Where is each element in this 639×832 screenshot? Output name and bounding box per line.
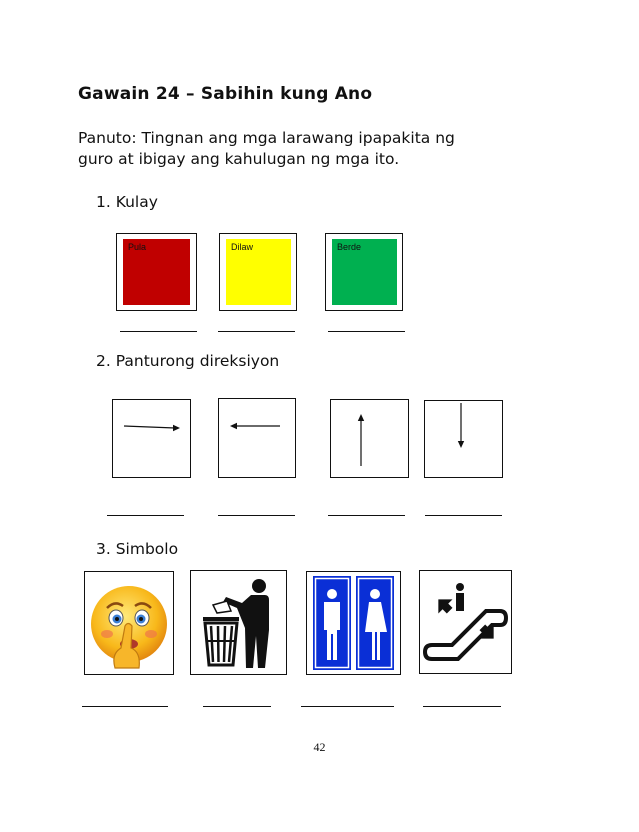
color-box-dilaw [219, 233, 297, 311]
instructions-line-1: Panuto: Tingnan ang mga larawang ipapakita ng [78, 129, 455, 147]
color-swatch-yellow [226, 239, 291, 305]
symbol-box-quiet [84, 571, 174, 675]
section-label-direksiyon: 2. Panturong direksiyon [96, 352, 280, 370]
section-label-kulay: 1. Kulay [96, 193, 158, 211]
answer-blank[interactable] [328, 515, 405, 516]
arrow-up-icon [331, 400, 408, 477]
color-label-dilaw: Dilaw [231, 242, 254, 252]
page-title: Gawain 24 – Sabihin kung Ano [78, 84, 373, 104]
answer-blank[interactable] [82, 706, 168, 707]
restroom-icon [307, 572, 400, 674]
answer-blank[interactable] [328, 331, 405, 332]
arrow-box-up [330, 399, 409, 478]
color-label-pula: Pula [128, 242, 147, 252]
shushing-emoji-icon [85, 572, 173, 674]
answer-blank[interactable] [423, 706, 501, 707]
arrow-left-icon [219, 399, 295, 477]
symbol-box-restroom [306, 571, 401, 675]
answer-blank[interactable] [218, 515, 295, 516]
answer-blank[interactable] [425, 515, 502, 516]
arrow-right-icon [113, 400, 190, 477]
color-box-berde [325, 233, 403, 311]
escalator-icon [420, 571, 511, 673]
symbol-box-escalator [419, 570, 512, 674]
answer-blank[interactable] [120, 331, 197, 332]
answer-blank[interactable] [203, 706, 271, 707]
arrow-box-right [112, 399, 191, 478]
trash-bin-icon [191, 571, 286, 674]
section-label-simbolo: 3. Simbolo [96, 540, 179, 558]
arrow-down-icon [425, 401, 502, 477]
color-swatch-red [123, 239, 190, 305]
color-label-berde: Berde [337, 242, 362, 252]
color-box-pula [116, 233, 197, 311]
page-number: 42 [313, 740, 326, 754]
answer-blank[interactable] [218, 331, 295, 332]
symbol-box-trash [190, 570, 287, 675]
instructions-line-2: guro at ibigay ang kahulugan ng mga ito. [78, 150, 400, 168]
color-swatch-green [332, 239, 397, 305]
answer-blank[interactable] [107, 515, 184, 516]
answer-blank[interactable] [301, 706, 394, 707]
instructions [78, 128, 518, 170]
arrow-box-left [218, 398, 296, 478]
arrow-box-down [424, 400, 503, 478]
